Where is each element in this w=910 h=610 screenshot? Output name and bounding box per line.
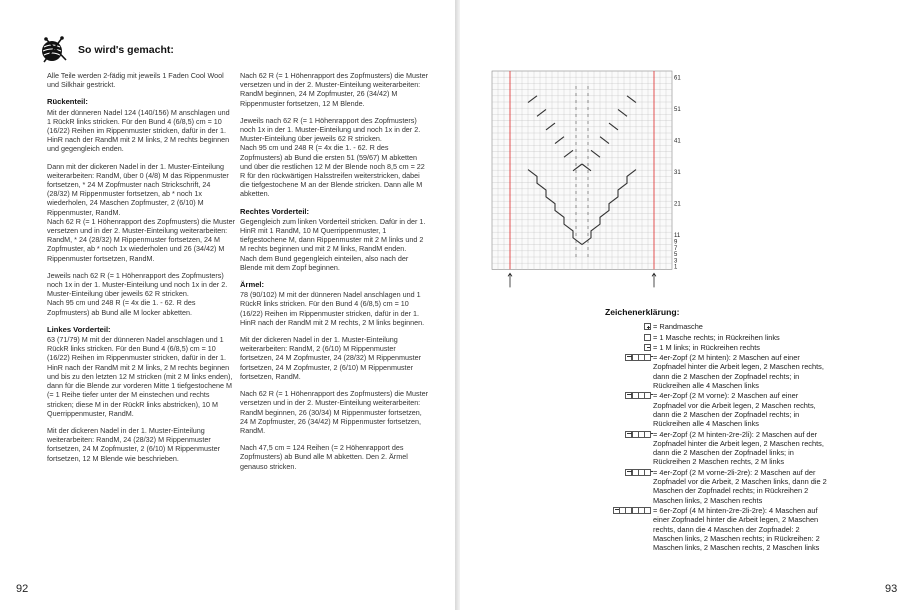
text-column-2 [240,71,428,479]
cable-icon [626,469,651,476]
legend-text: = 1 M links; in Rückreihen rechts [653,342,761,352]
page-number-left: 92 [16,583,29,595]
paragraph [47,97,235,153]
legend-item [605,391,830,428]
cable-icon [626,392,651,399]
paragraph-text: 78 (90/102) M mit der dünneren Nadel anschlagen und 1 RückR links stricken. Für den Bund 4 (6/8,5) cm = 10 (16/22) Reihen im Rippenmuster stricken, dafür in der 1. HinR nach der RandM mit 2 M rechts, 2 M links beginnen. [240,290,425,327]
blank-icon [645,334,651,341]
yarn-ball-icon [38,36,70,64]
paragraph [47,271,235,317]
row-label: 9 [674,239,678,246]
paragraph [47,325,235,418]
paragraph [47,162,235,263]
paragraph [240,116,428,199]
row-label: 31 [674,170,681,177]
paragraph-text: Nach 47,5 cm = 124 Reihen (= 2 Höhenrapport des Zopfmusters) ab Bund alle M abketten. Den 2. Ärmel genauso stricken. [240,443,408,471]
plus-icon [645,323,651,330]
knitting-chart [490,69,690,291]
row-label: 5 [674,252,678,259]
dash-icon [645,344,651,351]
paragraph-text: Mit der dickeren Nadel in der 1. Muster-Einteilung weiterarbeiten: RandM, 2 (6/10) M Rippenmuster fortsetzen, 24 M Zopfmuster, 24 (28/32) M Rippenmuster fortsetzen, 24 M Zopfmuster, 2 (6/10) M Rippenmuster fortsetzen, RandM. [240,335,421,381]
section-subheading: Rückenteil: [47,97,88,107]
paragraph-text: Alle Teile werden 2-fädig mit jeweils 1 Faden Cool Wool und Silkhair gestrickt. [47,71,224,90]
paragraph [240,389,428,435]
row-label: 1 [674,264,678,271]
row-label: 21 [674,201,681,208]
row-label: 7 [674,245,678,252]
cable-icon [626,354,651,361]
section-subheading: Linkes Vorderteil: [47,324,111,334]
paragraph-text: Jeweils nach 62 R (= 1 Höhenrapport des Zopfmusters) noch 1x in der 1. Muster-Einteilung und noch 1x in der 2. Muster-Einteilung über jeweils 62 R stricken. Nach 95 cm und 248 R (= 4x die 1. - 62. R des Zopfmusters) ab Bund alle M locker abketten. [47,270,228,317]
legend-title: Zeichenerklärung: [605,307,680,317]
legend-item [605,333,830,342]
paragraph [47,71,235,89]
paragraph [47,426,235,463]
legend-text: = 6er-Zopf (4 M hinten-2re-2li-2re): 4 Maschen auf einer Zopfnadel hinter die Arbeit legen, 2 Maschen rechts, dann die 4 Maschen der Zopfnadel: 2 Maschen links, 2 Maschen rechts; in Rückreihen: 2 Maschen links, 2 Maschen rechts, 2 Maschen links [653,505,820,553]
paragraph-text: Jeweils nach 62 R (= 1 Höhenrapport des Zopfmusters) noch 1x in der 1. Muster-Einteilung und noch 1x in der 2. Muster-Einteilung über jeweils 62 R stricken. Nach 95 cm und 248 R (= 4x die 1. - 62. R des Zopfmusters) ab Bund die ersten 51 (59/67) M abketten und über die restlichen 12 M der Blende noch 8,5 cm = 22 R für den rückwärtigen Halsstreifen weiterstricken, dabei die tiefgestochene M an der Blende stricken. Dann alle M abketten. [240,115,425,199]
paragraph [240,207,428,272]
cable-icon [626,431,651,438]
row-label: 61 [674,75,681,82]
page-heading: So wird's gemacht: [78,44,174,56]
paragraph-text: 63 (71/79) M mit der dünneren Nadel anschlagen und 1 RückR links stricken. Für den Bund 4 (6/8,5) cm = 10 (16/22) Reihen im Rippenmuster stricken, dafür in der 1. HinR nach der RandM mit 2 M links, 2 M rechts beginnen und bis zu den letzten 12 M stricken (mit 2 M links enden), dann für die Blende zur vorderen Mitte 1 tiefgestochene M (= 1 Reihe tiefer unter der M einstechen und rechts stricken; diese M in der RückR links abstricken), 10 M Querrippenmuster, RandM. [47,335,233,418]
section-subheading: Rechtes Vorderteil: [240,206,310,216]
row-label: 51 [674,107,681,114]
legend-item [605,343,830,352]
paragraph-text: Nach 62 R (= 1 Höhenrapport des Zopfmusters) die Muster versetzen und in der 2. Muster-Einteilung weiterarbeiten: RandM beginnen, 26 (30/34) M Rippenmuster fortsetzen, 24 M Zopfmuster, 26 (34/42) M Rippenmuster fortsetzen, RandM. [240,389,428,435]
cable-icon [614,507,651,514]
legend-item [605,353,830,390]
legend-text: = 1 Masche rechts; in Rückreihen links [653,332,780,342]
page-number-right: 93 [885,583,898,595]
section-subheading: Ärmel: [240,280,265,290]
paragraph [240,335,428,381]
legend-text: = 4er-Zopf (2 M vorne): 2 Maschen auf einer Zopfnadel vor die Arbeit legen, 2 Maschen rechts, dann die 2 Maschen der Zopfnadel rechts; in Rückreihen alle 4 Maschen links [653,391,816,429]
paragraph [240,71,428,108]
legend-item [605,322,830,331]
legend-item [605,468,830,505]
row-label: 3 [674,258,678,265]
row-label: 41 [674,138,681,145]
legend-item [605,506,830,552]
chart-legend [605,308,830,553]
paragraph-text: Nach 62 R (= 1 Höhenrapport des Zopfmusters) die Muster versetzen und in der 2. Muster-Einteilung weiterarbeiten: RandM beginnen, 24 M Zopfmuster, 26 (34/42) M Rippenmuster fortsetzen, 12 M Blende. [240,71,428,108]
paragraph-text: Mit der dünneren Nadel 124 (140/156) M anschlagen und 1 RückR links stricken. Für den Bund 4 (6/8,5) cm = 10 (16/22) Reihen im Rippenmuster stricken, dafür in der 1. HinR nach der RandM mit 2 M links, 2 M rechts beginnen und gegengleich enden. [47,107,230,154]
paragraph-text: Dann mit der dickeren Nadel in der 1. Muster-Einteilung weiterarbeiten: RandM, über 0 (4/8) M das Rippenmuster fortsetzen, * 24 M Zopfmuster nach Strickschrift, 24 (28/32) M Rippenmuster fortsetzen, ab * noch 1x wiederholen, 24 Maschen Zopfmuster, 2 (6/10) M Rippenmuster, RandM. Nach 62 R (= 1 Höhenrapport des Zopfmusters) die Muster versetzen und in der 2. Muster-Einteilung weiterarbeiten: RandM, * 24 (28/32) M Rippenmuster fortsetzen, 24 M Zopfmuster, ab * noch 1x wiederholen und 26 (34/42) M Rippenmuster fortsetzen, RandM. [47,161,235,263]
arrow-up-icon [508,273,512,287]
legend-text: = 4er-Zopf (2 M vorne-2li-2re): 2 Maschen auf der Zopfnadel vor die Arbeit, 2 Maschen links, dann die 2 Maschen der Zopfnadel rechts; in Rückreihen 2 Maschen links, 2 Maschen rechts [653,467,827,505]
paragraph [240,280,428,327]
paragraph-text: Mit der dickeren Nadel in der 1. Muster-Einteilung weiterarbeiten: RandM, 24 (28/32) M Rippenmuster fortsetzen, 24 M Zopfmuster, 2 (6/10) M Rippenmuster fortsetzen, 12 M Blende wie beschrieben. [47,425,220,463]
arrow-up-icon [652,273,656,287]
legend-text: = 4er-Zopf (2 M hinten-2re-2li): 2 Maschen auf der Zopfnadel hinter die Arbeit legen, 2 Maschen rechts, dann die 2 Maschen der Zopfnadel links; in Rückreihen 2 Maschen rechts, 2 M links [653,429,824,467]
legend-text: = Randmasche [653,322,703,332]
paragraph-text: Gegengleich zum linken Vorderteil stricken. Dafür in der 1. HinR mit 1 RandM, 10 M Querrippenmuster, 1 tiefgestochene M, dann Rippenmuster mit 2 M links und 2 M rechts beginnen und mit 2 M links, RandM enden. Nach dem Bund gegengleich einteilen, also nach der Blende mit dem Zopf beginnen. [240,216,426,272]
text-column-1 [47,71,235,471]
row-label: 11 [674,233,681,240]
legend-item [605,430,830,467]
section-heading [38,36,174,64]
knitting-chart-grid [490,69,690,291]
legend-text: = 4er-Zopf (2 M hinten): 2 Maschen auf einer Zopfnadel hinter die Arbeit legen, 2 Maschen rechts, dann die 2 Maschen der Zopfnadel rechts; in Rückreihen alle 4 Maschen links [653,353,824,391]
paragraph [240,443,428,471]
right-page [460,0,910,610]
